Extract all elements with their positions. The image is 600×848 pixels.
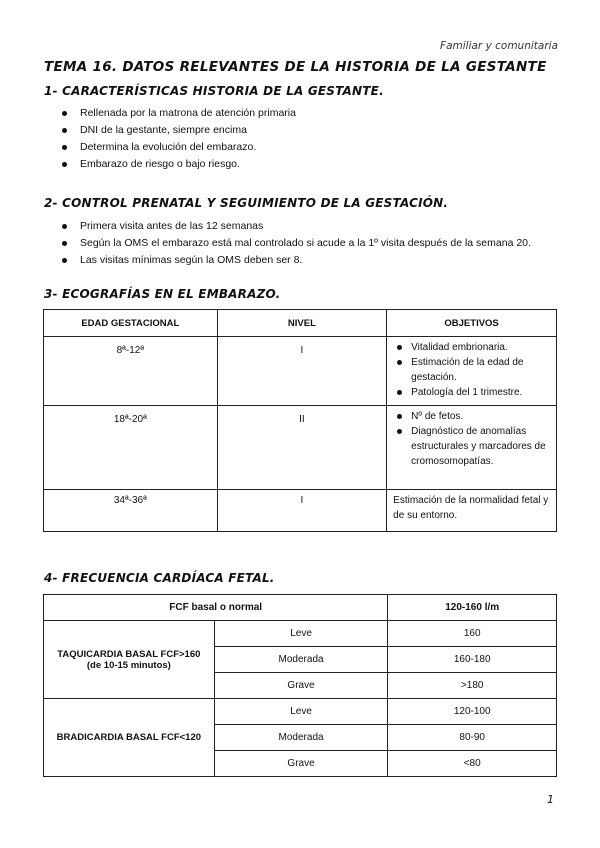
list-item: Rellenada por la matrona de atención primaria	[62, 105, 296, 122]
value-cell: 120-100	[388, 699, 557, 725]
fcf-range-header: 120-160 l/m	[388, 595, 557, 621]
list-item: Nº de fetos.	[393, 409, 550, 424]
grade-cell: Grave	[214, 673, 388, 699]
list-item: Vitalidad embrionaria.	[393, 340, 550, 355]
nivel-cell: I	[217, 337, 387, 406]
table-row	[44, 337, 557, 406]
fetal-heart-rate-table	[43, 594, 557, 777]
section-2-heading: 2- CONTROL PRENATAL Y SEGUIMIENTO DE LA GESTACIÓN.	[44, 196, 449, 210]
ultrasound-table	[43, 309, 557, 532]
table-row	[44, 406, 557, 490]
objetivos-cell	[387, 406, 557, 490]
group-label: TAQUICARDIA BASAL FCF>160	[57, 648, 201, 660]
nivel-cell: II	[217, 406, 387, 490]
list-item: Las visitas mínimas según la OMS deben ser 8.	[62, 252, 531, 269]
group-sublabel: (de 10-15 minutos)	[86, 659, 171, 671]
value-cell: >180	[388, 673, 557, 699]
table-header-row	[44, 310, 557, 337]
list-item: DNI de la gestante, siempre encima	[62, 122, 296, 139]
grade-cell: Moderada	[214, 647, 388, 673]
grade-cell: Leve	[214, 699, 388, 725]
list-item: Patología del 1 trimestre.	[393, 385, 550, 400]
edad-cell: 18ª-20ª	[44, 406, 218, 490]
list-item: Embarazo de riesgo o bajo riesgo.	[62, 156, 296, 173]
column-header: OBJETIVOS	[387, 310, 557, 337]
list-item: Primera visita antes de las 12 semanas	[62, 218, 531, 235]
grade-cell: Moderada	[214, 725, 388, 751]
table-row	[44, 621, 557, 647]
section-3-heading: 3- ECOGRAFÍAS EN EL EMBARAZO.	[44, 287, 281, 301]
group-label: BRADICARDIA BASAL FCF<120	[56, 732, 202, 743]
section-1-heading: 1- CARACTERÍSTICAS HISTORIA DE LA GESTANTE.	[44, 84, 384, 98]
edad-cell: 34ª-36ª	[44, 490, 218, 532]
group-label-cell	[44, 699, 215, 777]
table-row	[44, 490, 557, 532]
list-item: Diagnóstico de anomalías estructurales y marcadores de cromosomopatías.	[393, 424, 550, 469]
list-item: Estimación de la edad de gestación.	[393, 355, 550, 385]
section-1-list	[62, 105, 296, 173]
list-item: Según la OMS el embarazo está mal controlado si acude a la 1º visita después de la semana 20.	[62, 235, 531, 252]
grade-cell: Leve	[214, 621, 388, 647]
group-label-cell	[44, 621, 215, 699]
grade-cell: Grave	[214, 751, 388, 777]
fcf-basal-header: FCF basal o normal	[44, 595, 388, 621]
subject-header: Familiar y comunitaria	[440, 40, 558, 52]
table-row	[44, 699, 557, 725]
list-item: Determina la evolución del embarazo.	[62, 139, 296, 156]
value-cell: 160-180	[388, 647, 557, 673]
value-cell: <80	[388, 751, 557, 777]
nivel-cell: I	[217, 490, 387, 532]
objetivos-cell	[387, 337, 557, 406]
value-cell: 160	[388, 621, 557, 647]
objetivos-cell: Estimación de la normalidad fetal y de su entorno.	[387, 490, 557, 532]
table-header-row	[44, 595, 557, 621]
value-cell: 80-90	[388, 725, 557, 751]
column-header: NIVEL	[217, 310, 387, 337]
edad-cell: 8ª-12ª	[44, 337, 218, 406]
page-number: 1	[547, 793, 554, 806]
section-2-list	[62, 218, 531, 269]
column-header: EDAD GESTACIONAL	[44, 310, 218, 337]
section-4-heading: 4- FRECUENCIA CARDÍACA FETAL.	[44, 571, 275, 585]
page-title: TEMA 16. DATOS RELEVANTES DE LA HISTORIA DE LA GESTANTE	[44, 59, 547, 75]
